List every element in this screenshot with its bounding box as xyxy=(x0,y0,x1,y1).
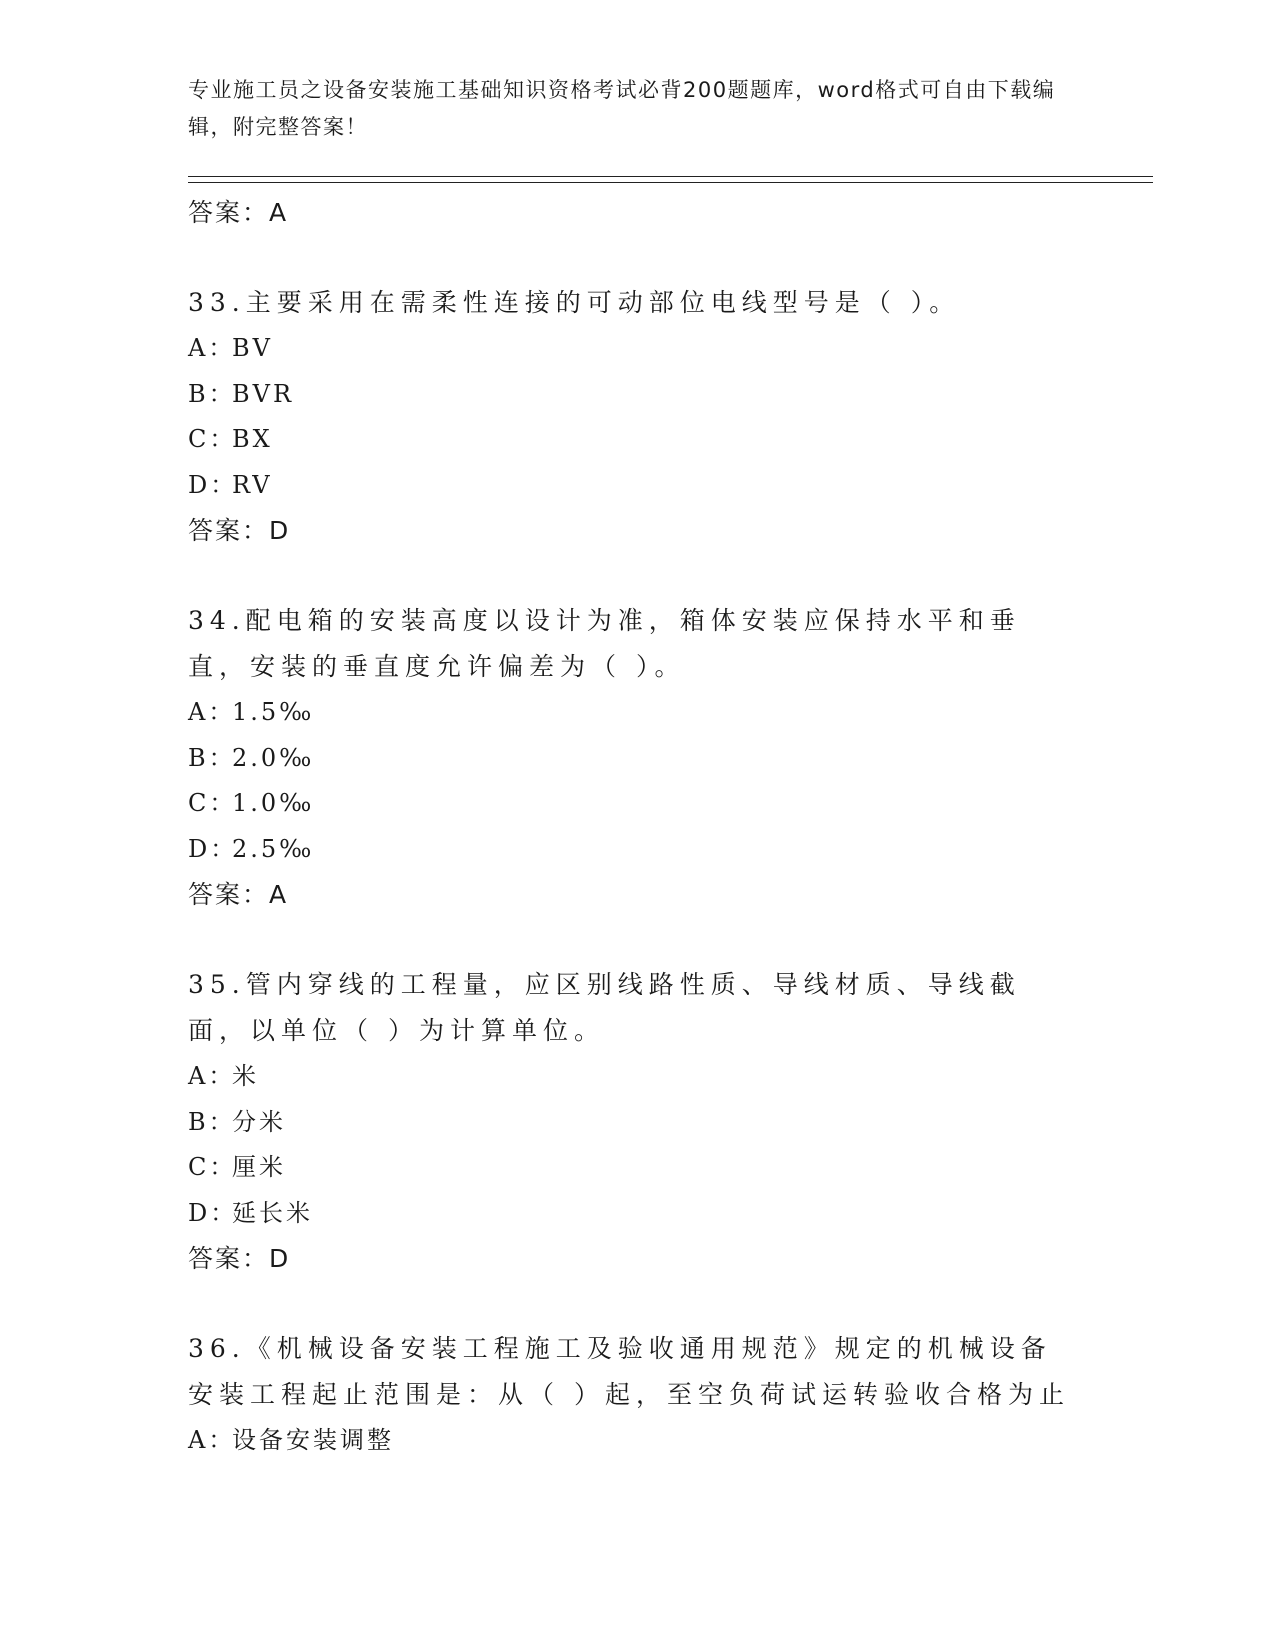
option-c xyxy=(188,781,1088,827)
question-text: 34.配电箱的安装高度以设计为准，箱体安装应保持水平和垂直，安装的垂直度允许偏差为（ ）。 xyxy=(188,606,1021,681)
option-b xyxy=(188,372,1088,418)
answer-line: 答案：A xyxy=(188,880,289,909)
option-text: RV xyxy=(232,470,273,499)
question-36 xyxy=(188,1326,1088,1464)
option-d xyxy=(188,827,1088,873)
option-label: C： xyxy=(188,1153,237,1181)
option-label: C： xyxy=(188,789,237,817)
option-label: B： xyxy=(188,743,236,772)
option-d xyxy=(188,463,1088,509)
answer-line: 答案：D xyxy=(188,516,291,545)
option-label: D： xyxy=(188,834,238,863)
option-d xyxy=(188,1191,1088,1237)
option-text: 分米 xyxy=(232,1107,286,1136)
option-a xyxy=(188,690,1088,736)
option-text: 米 xyxy=(232,1062,259,1090)
question-33 xyxy=(188,280,1088,554)
document-content xyxy=(188,190,1088,1464)
option-label: A： xyxy=(188,1062,236,1090)
question-35 xyxy=(188,962,1088,1282)
option-label: B： xyxy=(188,379,236,408)
option-label: A： xyxy=(188,698,236,726)
document-header: 专业施工员之设备安装施工基础知识资格考试必背200题题库，word格式可自由下载编辑，附完整答案！ xyxy=(188,78,1056,139)
option-text: BX xyxy=(232,425,273,453)
header-divider-top xyxy=(188,176,1153,177)
option-a xyxy=(188,1418,1088,1464)
option-b xyxy=(188,1100,1088,1146)
answer-line: 答案：A xyxy=(188,198,289,227)
option-text: 1.5‰ xyxy=(232,698,315,726)
option-label: D： xyxy=(188,1198,238,1227)
option-label: B： xyxy=(188,1107,236,1136)
question-text: 36.《机械设备安装工程施工及验收通用规范》规定的机械设备安装工程起止范围是：从（ ）起，至空负荷试运转验收合格为止 xyxy=(188,1334,1070,1409)
option-label: C： xyxy=(188,425,237,453)
option-text: BV xyxy=(232,334,273,362)
question-text: 33.主要采用在需柔性连接的可动部位电线型号是（ ）。 xyxy=(188,288,961,317)
option-a xyxy=(188,326,1088,372)
option-text: 厘米 xyxy=(232,1153,286,1181)
option-label: A： xyxy=(188,334,236,362)
header-divider-bottom xyxy=(188,182,1153,183)
option-text: 2.5‰ xyxy=(232,834,315,863)
option-text: BVR xyxy=(232,379,295,408)
answer-line: 答案：D xyxy=(188,1244,291,1273)
option-text: 延长米 xyxy=(232,1198,313,1227)
option-c xyxy=(188,1145,1088,1191)
question-34 xyxy=(188,598,1088,918)
option-label: A： xyxy=(188,1426,236,1454)
option-text: 1.0‰ xyxy=(232,789,315,817)
option-text: 设备安装调整 xyxy=(232,1426,394,1454)
option-c xyxy=(188,417,1088,463)
question-text: 35.管内穿线的工程量，应区别线路性质、导线材质、导线截面，以单位（ ）为计算单位。 xyxy=(188,970,1021,1045)
option-b xyxy=(188,736,1088,782)
option-a xyxy=(188,1054,1088,1100)
option-text: 2.0‰ xyxy=(232,743,315,772)
option-label: D： xyxy=(188,470,238,499)
